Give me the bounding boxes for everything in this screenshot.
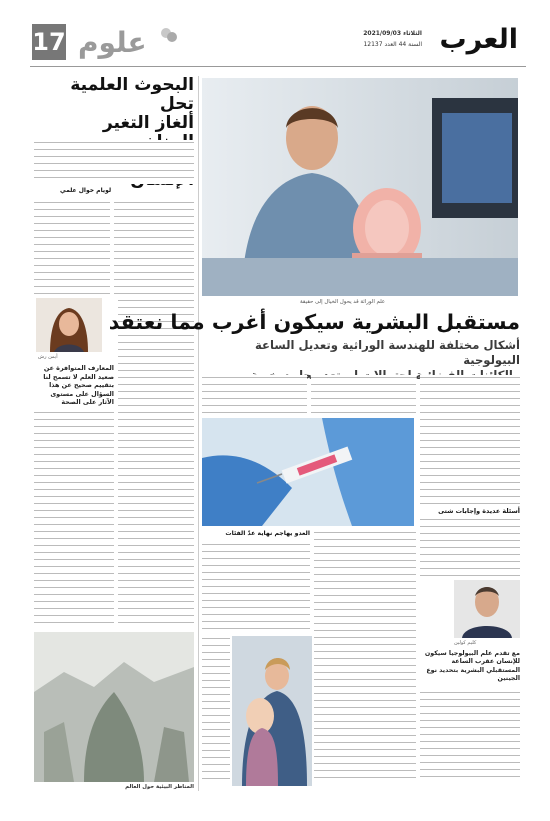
subheading-3: العدو يهاجم نهاية عدّ الفئات [225,530,310,537]
main-col-2 [311,375,416,415]
main-col-8 [202,636,230,782]
masthead-logo: العرب [439,24,518,55]
portrait-photo [36,298,102,352]
left-pull-quote: المعارف المتوافرة عن صعيد العلم لا تسمح لنا بتقييم صحيح عن هذا السؤال على مستوى الآثار على الصحة [43,364,114,407]
main-headline: مستقبل البشرية سيكون أغرب مما نعتقد [108,310,520,334]
left-author: لويام خوال علمي [60,187,112,194]
main-col-5 [314,530,416,780]
family-photo [232,636,312,786]
left-headline-line-1: البحوث العلمية تحل [70,75,194,114]
portrait-caption: أيمن رش [38,354,58,360]
page-number: 17 [32,24,66,60]
subheading-1: أسئلة عديدة وإجابات شتى [438,507,520,515]
left-headline-line-2: ألغاز التغير [102,113,194,133]
section-bubble-icon [160,26,178,44]
left-col-text-b [34,200,110,295]
main-col-3 [202,375,307,415]
main-subhead-line-1: أشكال مختلفة للهندسة الوراثية وتعديل الساعة البيولوجية [255,338,520,367]
header-rule [30,66,526,67]
author-photo [454,580,520,638]
author-pull-quote: مع تقدم علم البيولوجيا سيكون للإنسان عقرب الساعة المستقبلي البشرية بتحديد نوع الجينين [424,650,520,683]
masthead-issue: السنة 44 العدد 12137 [363,41,422,48]
masthead-date: الثلاثاء 2021/09/03 [363,30,422,37]
syringe-photo [202,418,414,526]
environment-caption: المناظر البيئية حول العالم [125,784,194,790]
section-title: علوم [78,26,147,59]
main-col-1 [420,375,520,505]
column-divider [198,76,199,791]
lab-photo [202,78,518,296]
left-intro-text [34,140,194,184]
left-col-text-a [114,200,194,295]
main-col-6 [420,690,520,782]
main-col-7 [202,542,310,632]
left-col-text-d [34,410,114,628]
author-caption: كليم كولين [454,640,477,646]
lab-photo-caption: علم الوراثة قد يحول الخيال إلى حقيقة [300,299,386,305]
main-col-4 [420,517,520,577]
left-col-text-e [118,452,194,628]
environment-photo [34,632,194,782]
